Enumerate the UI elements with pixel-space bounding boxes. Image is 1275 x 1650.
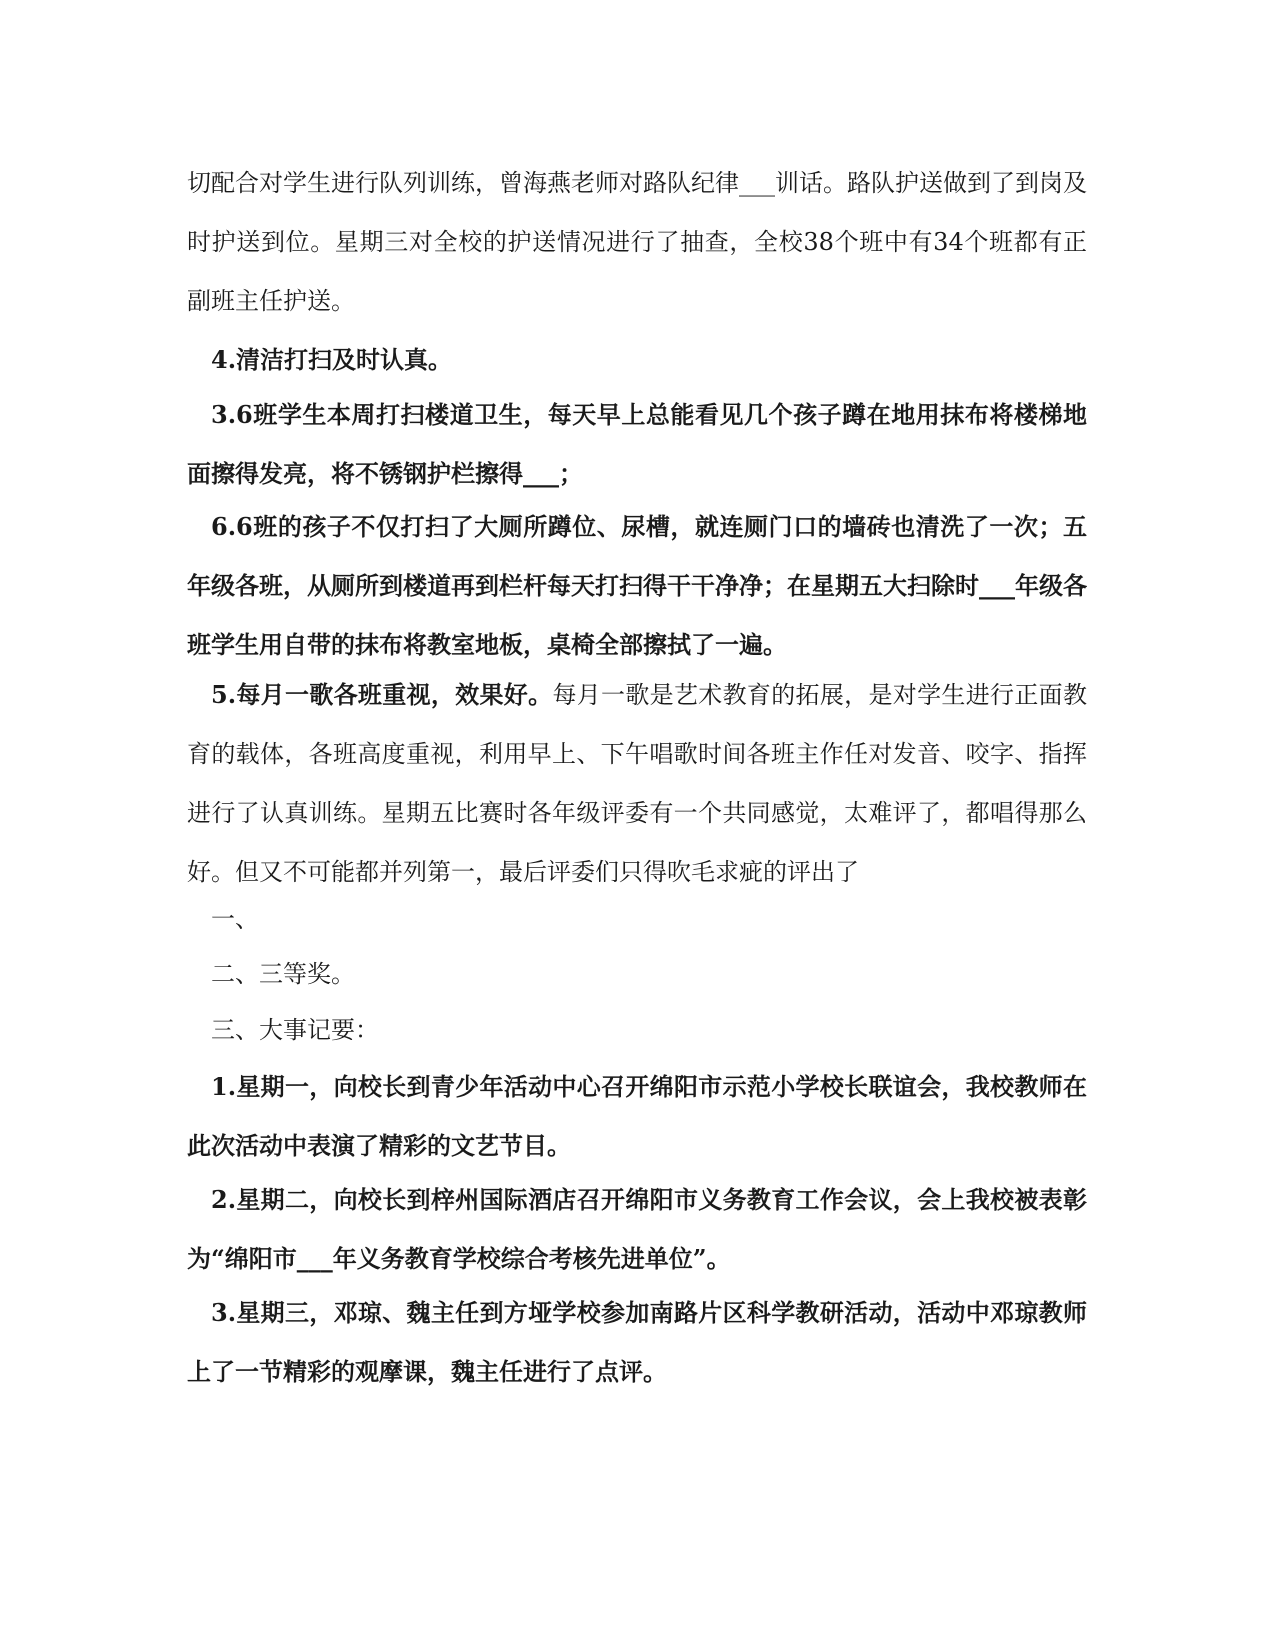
list-item-second-third-prize: 二、三等奖。 bbox=[211, 960, 355, 988]
monthly-song-body: 每月一歌是艺术教育的拓展，是对学生进行正面教育的载体，各班高度重视，利用早上、下午唱歌时间各班主作任对发音、咬字、指挥进行了认真训练。星期五比赛时各年级评委有一个共同感觉，太难评了，都唱得那么好。但又不可能都并列第一，最后评委们只得吹毛求疵的评出了 bbox=[187, 681, 1087, 886]
event-tuesday: 2.星期二，向校长到梓州国际酒店召开绵阳市义务教育工作会议，会上我校被表彰为“绵阳市___年义务教育学校综合考核先进单位”。 bbox=[187, 1185, 1087, 1273]
monthly-song-heading: 5.每月一歌各班重视，效果好。 bbox=[211, 680, 553, 709]
heading-cleaning: 4.清洁打扫及时认真。 bbox=[211, 345, 453, 374]
section-heading-major-events: 三、大事记要： bbox=[211, 1016, 379, 1044]
paragraph-road-escort: 切配合对学生进行队列训练，曾海燕老师对路队纪律___训话。路队护送做到了到岗及时护送到位。星期三对全校的护送情况进行了抽查，全校38个班中有34个班都有正副班主任护送。 bbox=[187, 169, 1087, 315]
paragraph-class-3-6-cleaning: 3.6班学生本周打扫楼道卫生，每天早上总能看见几个孩子蹲在地用抹布将楼梯地面擦得发亮，将不锈钢护栏擦得___； bbox=[187, 400, 1087, 488]
list-item-first: 一、 bbox=[211, 905, 259, 933]
event-wednesday: 3.星期三，邓琼、魏主任到方垭学校参加南路片区科学教研活动，活动中邓琼教师上了一节精彩的观摩课，魏主任进行了点评。 bbox=[187, 1298, 1087, 1386]
event-monday: 1.星期一，向校长到青少年活动中心召开绵阳市示范小学校长联谊会，我校教师在此次活动中表演了精彩的文艺节目。 bbox=[187, 1072, 1087, 1160]
paragraph-class-6-6-cleaning: 6.6班的孩子不仅打扫了大厕所蹲位、尿槽，就连厕门口的墙砖也清洗了一次；五年级各班，从厕所到楼道再到栏杆每天打扫得干干净净；在星期五大扫除时___年级各班学生用自带的抹布将教室地板，桌椅全部擦拭了一遍。 bbox=[187, 512, 1087, 659]
paragraph-monthly-song bbox=[187, 665, 1087, 902]
